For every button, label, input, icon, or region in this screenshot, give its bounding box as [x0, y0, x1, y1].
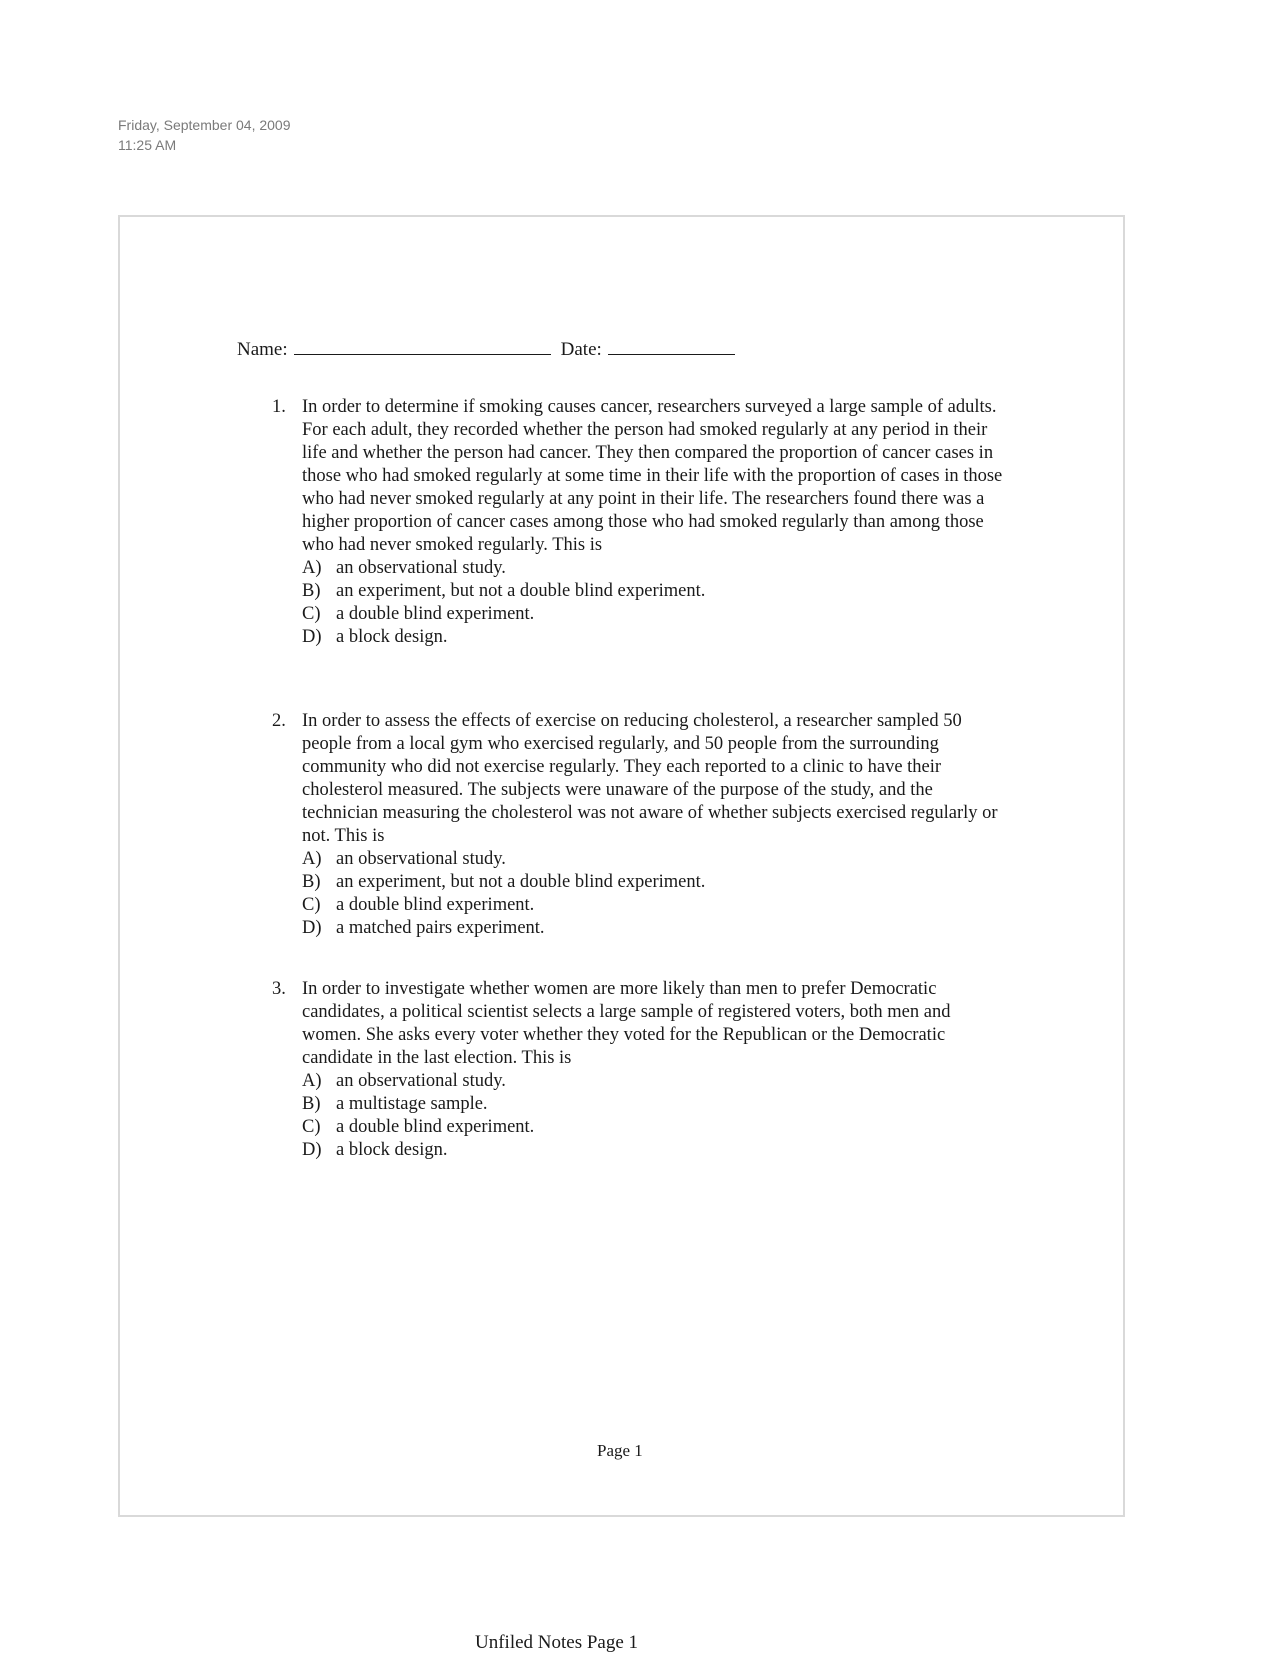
- choice-a: [302, 557, 1012, 580]
- choice-a: [302, 848, 1012, 871]
- question-number: 2.: [272, 711, 286, 731]
- choice-letter: D): [302, 1140, 322, 1160]
- choice-letter: B): [302, 581, 321, 601]
- choice-letter: A): [302, 558, 322, 578]
- choice-text: a double blind experiment.: [336, 895, 535, 915]
- choice-letter: A): [302, 849, 322, 869]
- question-number: 1.: [272, 397, 286, 417]
- choice-text: an observational study.: [336, 849, 506, 869]
- question-number: 3.: [272, 979, 286, 999]
- note-timestamp: [118, 115, 291, 155]
- choice-c: [302, 894, 1012, 917]
- choice-letter: C): [302, 895, 321, 915]
- choice-letter: A): [302, 1071, 322, 1091]
- name-label: Name:: [237, 339, 288, 360]
- question-stem: In order to determine if smoking causes cancer, researchers surveyed a large sample of adults. For each adult, they recorded whether the person had smoked regularly at any period in their life and whether the person had cancer. They then compared the proportion of cancer cases in those who had smoked regularly at some time in their life with the proportion of cases in those who had never smoked regularly at any point in their life. The researchers found there was a higher proportion of cancer cases among those who had smoked regularly than among those who had never smoked regularly. This is: [302, 397, 1003, 555]
- question-stem: In order to assess the effects of exercise on reducing cholesterol, a researcher sampled 50 people from a local gym who exercised regularly, and 50 people from the surrounding community who did not exercise regularly. They each reported to a clinic to have their cholesterol measured. The subjects were unaware of the purpose of the study, and the technician measuring the cholesterol was not aware of whether subjects exercised regularly or not. This is: [302, 711, 998, 846]
- choice-b: [302, 1093, 1012, 1116]
- choice-d: [302, 626, 1012, 649]
- name-date-line: [237, 334, 735, 362]
- choice-text: a block design.: [336, 1140, 448, 1160]
- question-2: [272, 710, 1012, 940]
- choice-d: [302, 917, 1012, 940]
- choice-letter: C): [302, 1117, 321, 1137]
- name-blank: [294, 334, 551, 355]
- choice-a: [302, 1070, 1012, 1093]
- date-label: Date:: [560, 339, 602, 360]
- choice-letter: B): [302, 872, 321, 892]
- choice-b: [302, 871, 1012, 894]
- choice-letter: D): [302, 627, 322, 647]
- choice-text: an observational study.: [336, 1071, 506, 1091]
- note-date: Friday, September 04, 2009: [118, 117, 291, 133]
- choice-text: a block design.: [336, 627, 448, 647]
- choice-c: [302, 1116, 1012, 1139]
- choice-c: [302, 603, 1012, 626]
- choice-d: [302, 1139, 1012, 1162]
- choice-text: a double blind experiment.: [336, 604, 535, 624]
- choice-letter: C): [302, 604, 321, 624]
- question-1: [272, 396, 1012, 649]
- choice-b: [302, 580, 1012, 603]
- onenote-footer: Unfiled Notes Page 1: [475, 1632, 639, 1653]
- note-time: 11:25 AM: [118, 137, 177, 153]
- date-blank: [608, 334, 735, 355]
- question-stem: In order to investigate whether women are more likely than men to prefer Democratic candidates, a political scientist selects a large sample of registered voters, both men and women. She asks every voter whether they voted for the Republican or the Democratic candidate in the last election. This is: [302, 979, 951, 1068]
- page-number: Page 1: [597, 1441, 643, 1460]
- choice-text: a double blind experiment.: [336, 1117, 535, 1137]
- question-3: [272, 978, 1012, 1162]
- choice-text: an observational study.: [336, 558, 506, 578]
- choice-text: an experiment, but not a double blind experiment.: [336, 581, 706, 601]
- choice-letter: B): [302, 1094, 321, 1114]
- choice-text: a matched pairs experiment.: [336, 918, 545, 938]
- choice-letter: D): [302, 918, 322, 938]
- choice-text: an experiment, but not a double blind experiment.: [336, 872, 706, 892]
- choice-text: a multistage sample.: [336, 1094, 488, 1114]
